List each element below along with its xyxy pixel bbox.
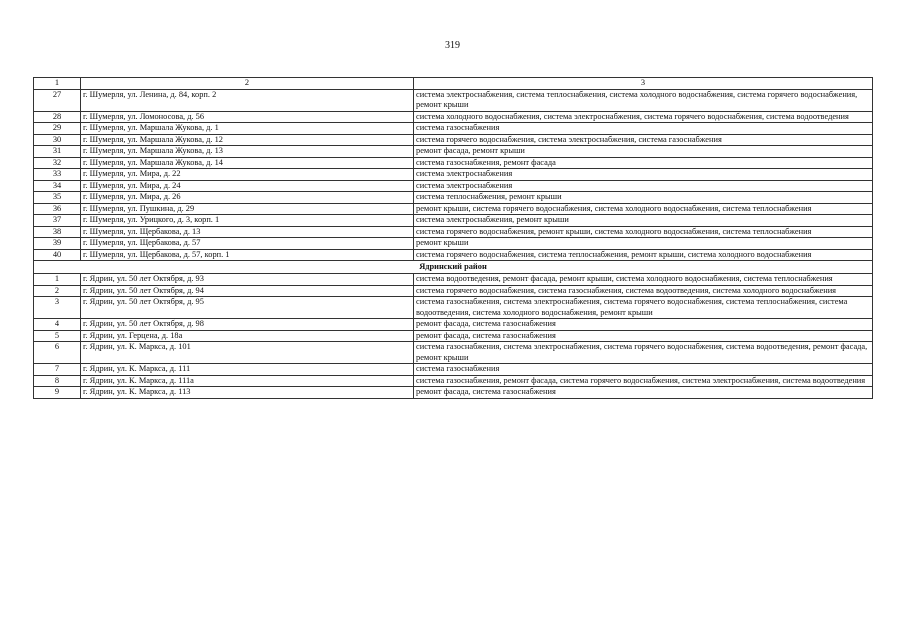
district-header-row bbox=[34, 261, 873, 274]
works-cell: система электроснабжения bbox=[414, 180, 873, 192]
table-row bbox=[34, 319, 873, 331]
works-cell: ремонт фасада, ремонт крыши bbox=[414, 146, 873, 158]
works-cell: система газоснабжения, система электроснабжения, система горячего водоснабжения, система водоотведения, ремонт фасада, ремонт крыши bbox=[414, 342, 873, 364]
table-row bbox=[34, 238, 873, 250]
works-cell: система холодного водоснабжения, система электроснабжения, система горячего водоснабжения, система водоотведения bbox=[414, 111, 873, 123]
address-cell: г. Ядрин, ул. К. Маркса, д. 113 bbox=[81, 387, 414, 399]
table-row bbox=[34, 297, 873, 319]
table-row bbox=[34, 146, 873, 158]
row-number-cell: 38 bbox=[34, 226, 81, 238]
row-number-cell: 31 bbox=[34, 146, 81, 158]
table-row bbox=[34, 387, 873, 399]
table-row bbox=[34, 285, 873, 297]
page-number: 319 bbox=[445, 40, 460, 51]
works-cell: система газоснабжения bbox=[414, 364, 873, 376]
row-number-cell: 33 bbox=[34, 169, 81, 181]
row-number-cell: 3 bbox=[34, 297, 81, 319]
district-title: Ядринский район bbox=[34, 261, 873, 274]
address-cell: г. Шумерля, ул. Ломоносова, д. 56 bbox=[81, 111, 414, 123]
row-number-cell: 7 bbox=[34, 364, 81, 376]
row-number-cell: 29 bbox=[34, 123, 81, 135]
works-cell: ремонт фасада, система газоснабжения bbox=[414, 387, 873, 399]
row-number-cell: 30 bbox=[34, 134, 81, 146]
address-cell: г. Ядрин, ул. 50 лет Октября, д. 98 bbox=[81, 319, 414, 331]
table-row bbox=[34, 226, 873, 238]
row-number-cell: 1 bbox=[34, 274, 81, 286]
row-number-cell: 9 bbox=[34, 387, 81, 399]
works-cell: система электроснабжения bbox=[414, 169, 873, 181]
table-row bbox=[34, 180, 873, 192]
address-cell: г. Шумерля, ул. Пушкина, д. 29 bbox=[81, 203, 414, 215]
table-row bbox=[34, 364, 873, 376]
works-cell: ремонт фасада, система газоснабжения bbox=[414, 319, 873, 331]
column-number-2: 2 bbox=[81, 78, 414, 90]
address-cell: г. Ядрин, ул. Герцена, д. 18а bbox=[81, 330, 414, 342]
address-cell: г. Шумерля, ул. Маршала Жукова, д. 13 bbox=[81, 146, 414, 158]
buildings-table bbox=[33, 77, 873, 399]
works-cell: система газоснабжения, ремонт фасада, система горячего водоснабжения, система электроснабжения, система водоотведения bbox=[414, 375, 873, 387]
row-number-cell: 34 bbox=[34, 180, 81, 192]
address-cell: г. Шумерля, ул. Щербакова, д. 57, корп. 1 bbox=[81, 249, 414, 261]
works-cell: система водоотведения, ремонт фасада, ремонт крыши, система холодного водоснабжения, система теплоснабжения bbox=[414, 274, 873, 286]
table-row bbox=[34, 330, 873, 342]
column-number-row bbox=[34, 78, 873, 90]
table-row bbox=[34, 215, 873, 227]
row-number-cell: 40 bbox=[34, 249, 81, 261]
works-cell: система горячего водоснабжения, ремонт крыши, система холодного водоснабжения, система теплоснабжения bbox=[414, 226, 873, 238]
address-cell: г. Шумерля, ул. Мира, д. 24 bbox=[81, 180, 414, 192]
works-cell: система горячего водоснабжения, система электроснабжения, система газоснабжения bbox=[414, 134, 873, 146]
table-row bbox=[34, 169, 873, 181]
row-number-cell: 28 bbox=[34, 111, 81, 123]
table-row bbox=[34, 157, 873, 169]
row-number-cell: 35 bbox=[34, 192, 81, 204]
table-row bbox=[34, 249, 873, 261]
address-cell: г. Шумерля, ул. Маршала Жукова, д. 1 bbox=[81, 123, 414, 135]
address-cell: г. Ядрин, ул. К. Маркса, д. 111 bbox=[81, 364, 414, 376]
row-number-cell: 39 bbox=[34, 238, 81, 250]
row-number-cell: 27 bbox=[34, 89, 81, 111]
row-number-cell: 32 bbox=[34, 157, 81, 169]
works-cell: система теплоснабжения, ремонт крыши bbox=[414, 192, 873, 204]
works-cell: система газоснабжения, ремонт фасада bbox=[414, 157, 873, 169]
works-cell: ремонт крыши bbox=[414, 238, 873, 250]
table-row bbox=[34, 192, 873, 204]
address-cell: г. Шумерля, ул. Мира, д. 22 bbox=[81, 169, 414, 181]
table-row bbox=[34, 274, 873, 286]
row-number-cell: 36 bbox=[34, 203, 81, 215]
address-cell: г. Шумерля, ул. Маршала Жукова, д. 14 bbox=[81, 157, 414, 169]
table-row bbox=[34, 203, 873, 215]
table-row bbox=[34, 89, 873, 111]
address-cell: г. Ядрин, ул. К. Маркса, д. 111а bbox=[81, 375, 414, 387]
address-cell: г. Шумерля, ул. Урицкого, д. 3, корп. 1 bbox=[81, 215, 414, 227]
works-cell: система газоснабжения, система электроснабжения, система горячего водоснабжения, система теплоснабжения, система водоотведения, система холодного водоснабжения, ремонт крыши bbox=[414, 297, 873, 319]
row-number-cell: 8 bbox=[34, 375, 81, 387]
works-cell: система электроснабжения, система теплоснабжения, система холодного водоснабжения, система горячего водоснабжения, ремонт крыши bbox=[414, 89, 873, 111]
table-row bbox=[34, 134, 873, 146]
address-cell: г. Шумерля, ул. Щербакова, д. 13 bbox=[81, 226, 414, 238]
table-row bbox=[34, 342, 873, 364]
row-number-cell: 4 bbox=[34, 319, 81, 331]
address-cell: г. Шумерля, ул. Щербакова, д. 57 bbox=[81, 238, 414, 250]
column-number-3: 3 bbox=[414, 78, 873, 90]
address-cell: г. Ядрин, ул. 50 лет Октября, д. 94 bbox=[81, 285, 414, 297]
row-number-cell: 6 bbox=[34, 342, 81, 364]
row-number-cell: 2 bbox=[34, 285, 81, 297]
address-cell: г. Ядрин, ул. 50 лет Октября, д. 95 bbox=[81, 297, 414, 319]
address-cell: г. Шумерля, ул. Маршала Жукова, д. 12 bbox=[81, 134, 414, 146]
address-cell: г. Ядрин, ул. К. Маркса, д. 101 bbox=[81, 342, 414, 364]
column-number-1: 1 bbox=[34, 78, 81, 90]
table-row bbox=[34, 111, 873, 123]
works-cell: система электроснабжения, ремонт крыши bbox=[414, 215, 873, 227]
address-cell: г. Ядрин, ул. 50 лет Октября, д. 93 bbox=[81, 274, 414, 286]
works-cell: система горячего водоснабжения, система газоснабжения, система водоотведения, система холодного водоснабжения bbox=[414, 285, 873, 297]
row-number-cell: 5 bbox=[34, 330, 81, 342]
works-cell: ремонт крыши, система горячего водоснабжения, система холодного водоснабжения, система теплоснабжения bbox=[414, 203, 873, 215]
row-number-cell: 37 bbox=[34, 215, 81, 227]
address-cell: г. Шумерля, ул. Ленина, д. 84, корп. 2 bbox=[81, 89, 414, 111]
works-cell: система горячего водоснабжения, система теплоснабжения, ремонт крыши, система холодного водоснабжения bbox=[414, 249, 873, 261]
address-cell: г. Шумерля, ул. Мира, д. 26 bbox=[81, 192, 414, 204]
works-cell: система газоснабжения bbox=[414, 123, 873, 135]
works-cell: ремонт фасада, система газоснабжения bbox=[414, 330, 873, 342]
table-row bbox=[34, 123, 873, 135]
table-row bbox=[34, 375, 873, 387]
